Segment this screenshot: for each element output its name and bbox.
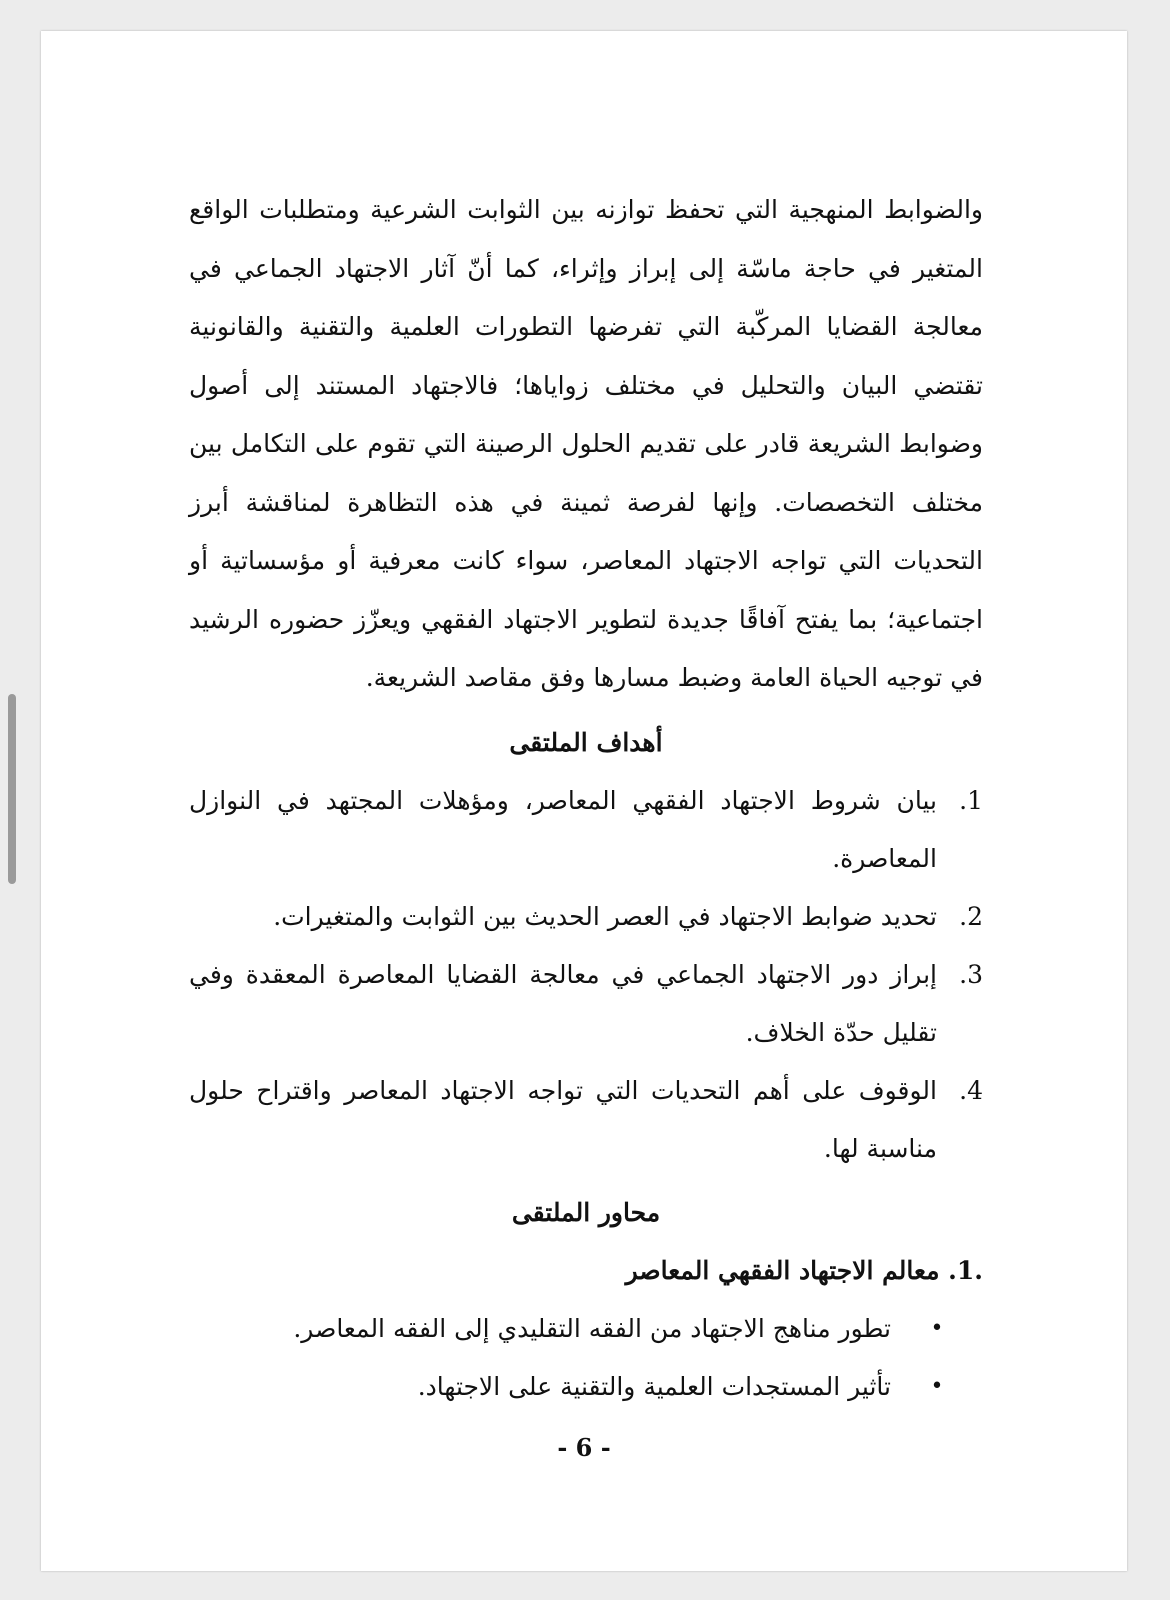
objective-text: الوقوف على أهم التحديات التي تواجه الاجتهاد المعاصر واقتراح حلول مناسبة لها. bbox=[189, 1075, 937, 1163]
objective-text: إبراز دور الاجتهاد الجماعي في معالجة القضايا المعاصرة المعقدة وفي تقليل حدّة الخلاف. bbox=[189, 959, 937, 1047]
bullet-icon: • bbox=[930, 1315, 944, 1341]
objective-text: تحديد ضوابط الاجتهاد في العصر الحديث بين الثوابت والمتغيرات. bbox=[273, 901, 937, 931]
objective-text: بيان شروط الاجتهاد الفقهي المعاصر، ومؤهلات المجتهد في النوازل المعاصرة. bbox=[189, 785, 937, 873]
intro-paragraph: والضوابط المنهجية التي تحفظ توازنه بين الثوابت الشرعية ومتطلبات الواقع المتغير في حاجة ماسّة إلى إبراز وإثراء، كما أنّ آثار الاجتهاد الجماعي في معالجة القضايا المركّبة التي تفرضها التطورات العلمية والتقنية والقانونية تقتضي البيان والتحليل في مختلف زواياها؛ فالاجتهاد المستند إلى أصول وضوابط الشريعة قادر على تقديم الحلول الرصينة التي تقوم على التكامل بين مختلف التخصصات. وإنها لفرصة ثمينة في هذه التظاهرة لمناقشة أبرز التحديات التي تواجه الاجتهاد المعاصر، سواء كانت معرفية أو مؤسساتية أو اجتماعية؛ بما يفتح آفاقًا جديدة لتطوير الاجتهاد الفقهي ويعزّز حضوره الرشيد في توجيه الحياة العامة وضبط مسارها وفق مقاصد الشريعة. bbox=[189, 195, 983, 692]
objective-number: 4. bbox=[959, 1075, 983, 1105]
axis-title: .1. معالم الاجتهاد الفقهي المعاصر bbox=[625, 1255, 983, 1285]
bullet-text: تأثير المستجدات العلمية والتقنية على الاجتهاد. bbox=[417, 1371, 891, 1401]
page-number: - 6 - bbox=[557, 1433, 611, 1462]
objective-number: 3. bbox=[959, 959, 983, 989]
bullet-text: تطور مناهج الاجتهاد من الفقه التقليدي إلى الفقه المعاصر. bbox=[293, 1313, 891, 1343]
objective-item bbox=[189, 888, 983, 946]
axis-bullet-item bbox=[189, 1300, 983, 1358]
objectives-list bbox=[189, 772, 983, 1178]
page-content bbox=[189, 181, 983, 1416]
objective-number: 2. bbox=[959, 901, 983, 931]
axis-bullet-item bbox=[189, 1358, 983, 1416]
axes-heading: محاور الملتقى bbox=[511, 1197, 661, 1227]
axis-bullet-list bbox=[189, 1300, 983, 1416]
document-page bbox=[41, 31, 1127, 1571]
scroll-indicator[interactable] bbox=[8, 694, 16, 884]
bullet-icon: • bbox=[930, 1373, 944, 1399]
objective-item bbox=[189, 1062, 983, 1178]
objective-item bbox=[189, 946, 983, 1062]
objectives-heading: أهداف الملتقى bbox=[509, 727, 663, 757]
objective-item bbox=[189, 772, 983, 888]
objective-number: 1. bbox=[959, 785, 983, 815]
